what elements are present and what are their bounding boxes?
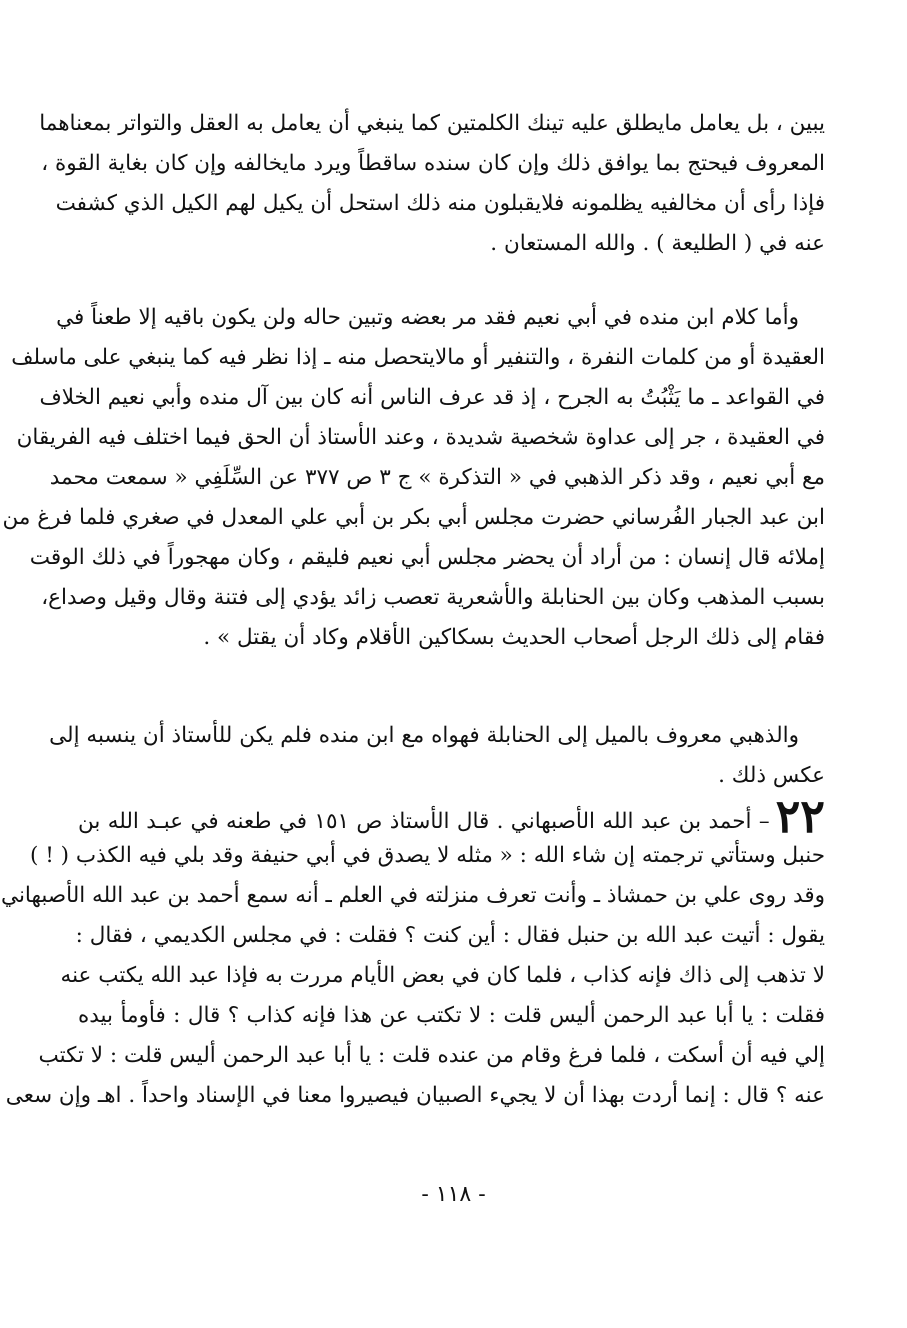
- text-line: عنه ؟ قال : إنما أردت بهذا أن لا يجيء الصبيان فيصيروا معنا في الإسناد واحداً . اهـ وإن سعى: [5, 1083, 825, 1108]
- text-line: في القواعد ـ ما يَثْبُتُ به الجرح ، إذ قد عرف الناس أنه كان بين آل منده وأبي نعيم الخلاف: [39, 385, 825, 410]
- text-line: حنبل وستأتي ترجمته إن شاء الله : « مثله لا يصدق في أبي حنيفة وقد بلي فيه الكذب ( ! ): [29, 843, 825, 868]
- entry-heading-line: [78, 789, 826, 843]
- entry-number: ٢٢: [775, 789, 826, 843]
- entry-22: [1, 789, 826, 1116]
- text-line: يقول : أتيت عبد الله بن حنبل فقال : أين كنت ؟ فقلت : في مجلس الكديمي ، فقال :: [75, 923, 825, 948]
- text-line: المعروف فيحتج بما يوافق ذلك وإن كان سنده ساقطاً ويرد مايخالفه وإن كان بغاية القوة ،: [41, 151, 825, 176]
- text-line: بسبب المذهب وكان بين الحنابلة والأشعرية تعصب زائد يؤدي إلى فتنة وقال وقيل وصداع،: [41, 585, 825, 610]
- entry-heading-text: – أحمد بن عبد الله الأصبهاني . قال الأستاذ ص ١٥١ في طعنه في عبـد الله بن: [78, 809, 770, 834]
- paragraph-ibn-mandah: [2, 298, 825, 658]
- text-line: عنه في ( الطليعة ) . والله المستعان .: [490, 231, 825, 256]
- text-line: عكس ذلك .: [718, 763, 825, 788]
- page-number: - ١١٨ -: [421, 1182, 486, 1207]
- text-line: العقيدة أو من كلمات النفرة ، والتنفير أو مالايتحصل منه ـ إذا نظر فيه كما ينبغي على ماسلف: [11, 345, 825, 370]
- paragraph-intro: [39, 104, 825, 264]
- text-line: إملائه قال إنسان : من أراد أن يحضر مجلس أبي نعيم فليقم ، وكان مهجوراً في ذلك الوقت: [29, 545, 825, 570]
- text-line: ابن عبد الجبار الفُرساني حضرت مجلس أبي بكر بن أبي علي المعدل في صغري فلما فرغ من: [2, 505, 825, 530]
- text-line: في العقيدة ، جر إلى عداوة شخصية شديدة ، وعند الأستاذ أن الحق فيما اختلف فيه الفريقان: [16, 425, 825, 450]
- text-line: وأما كلام ابن منده في أبي نعيم فقد مر بعضه وتبين حاله ولن يكون باقيه إلا طعناً في: [56, 305, 799, 330]
- text-line: والذهبي معروف بالميل إلى الحنابلة فهواه مع ابن منده فلم يكن للأستاذ أن ينسبه إلى: [49, 723, 799, 748]
- paragraph-dhahabi: [49, 716, 825, 796]
- text-line: فقام إلى ذلك الرجل أصحاب الحديث بسكاكين الأقلام وكاد أن يقتل » .: [203, 625, 825, 650]
- text-line: فإذا رأى أن مخالفيه يظلمونه فلايقبلون منه ذلك استحل أن يكيل لهم الكيل الذي كشفت: [55, 191, 825, 216]
- text-line: مع أبي نعيم ، وقد ذكر الذهبي في « التذكرة » ج ٣ ص ٣٧٧ عن السِّلَفِي « سمعت محمد: [49, 465, 825, 490]
- text-line: فقلت : يا أبا عبد الرحمن أليس قلت : لا تكتب عن هذا فإنه كذاب ؟ قال : فأومأ بيده: [78, 1003, 825, 1028]
- text-line: إلي فيه أن أسكت ، فلما فرغ وقام من عنده قلت : يا أبا عبد الرحمن أليس قلت : لا تكتب: [38, 1043, 825, 1068]
- text-line: يبين ، بل يعامل مايطلق عليه تينك الكلمتين كما ينبغي أن يعامل به العقل والتواتر بمعناهما: [39, 111, 825, 136]
- text-line: وقد روى علي بن حمشاذ ـ وأنت تعرف منزلته في العلم ـ أنه سمع أحمد بن عبد الله الأصبهاني: [1, 883, 825, 908]
- text-line: لا تذهب إلى ذاك فإنه كذاب ، فلما كان في بعض الأيام مررت به فإذا عبد الله يكتب عنه: [60, 963, 825, 988]
